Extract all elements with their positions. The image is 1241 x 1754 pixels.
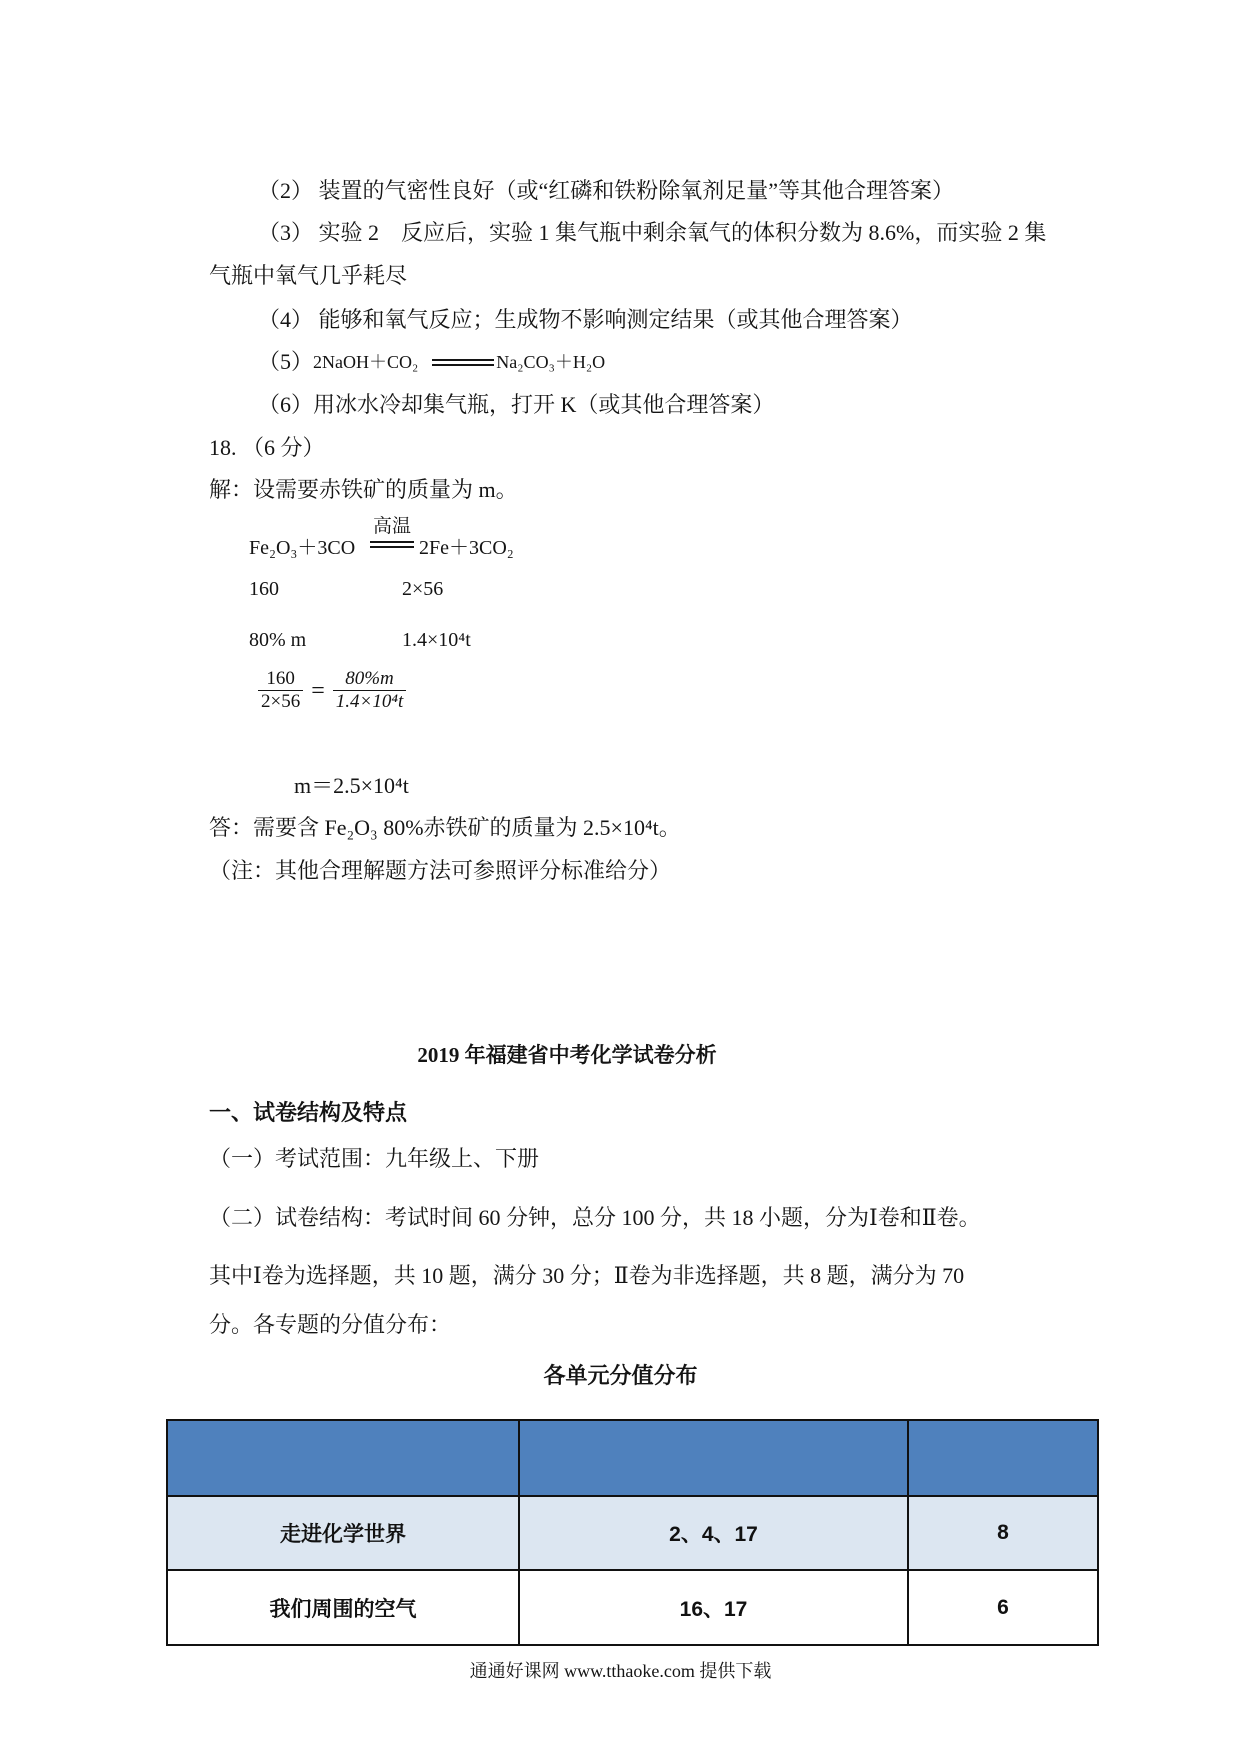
table-caption: 各单元分值分布 <box>543 1363 698 1388</box>
cell-questions: 2、4、17 <box>519 1496 908 1570</box>
item-5-label: （5） <box>258 349 314 374</box>
exam-structure-line-3: 分。各专题的分值分布： <box>209 1312 452 1337</box>
right-numerator: 80%m <box>345 668 394 689</box>
section-heading: 一、试卷结构及特点 <box>209 1100 408 1125</box>
equals-sign: = <box>311 677 325 704</box>
exam-structure-line-2: 其中Ⅰ卷为选择题，共 10 题，满分 30 分；Ⅱ卷为非选择题，共 8 题，满分为 70 <box>209 1263 965 1288</box>
q18-setup: 解：设需要赤铁矿的质量为 m。 <box>209 477 518 502</box>
page-footer: 通通好课网 www.tthaoke.com 提供下载 <box>469 1661 772 1681</box>
q18-ratio-row2-right: 1.4×10⁴t <box>402 629 471 651</box>
q18-note: （注：其他合理解题方法可参照评分标准给分） <box>209 858 672 883</box>
header-cell <box>167 1420 519 1496</box>
header-cell <box>908 1420 1098 1496</box>
q18-proportion <box>256 668 408 713</box>
table-row <box>167 1496 1098 1570</box>
left-numerator: 160 <box>266 668 295 689</box>
analysis-title: 2019 年福建省中考化学试卷分析 <box>417 1043 717 1067</box>
q18-heading: 18. （6 分） <box>209 435 325 460</box>
q17-item-4: （4） 能够和氧气反应；生成物不影响测定结果（或其他合理答案） <box>258 307 913 332</box>
table-row <box>167 1570 1098 1645</box>
q18-answer: 答：需要含 Fe₂O₃ 80%赤铁矿的质量为 2.5×10⁴t。 <box>209 815 681 840</box>
q17-item-6: （6）用冰水冷却集气瓶，打开 K（或其他合理答案） <box>258 392 775 417</box>
q18-result: m＝2.5×10⁴t <box>294 773 409 798</box>
cell-unit: 走进化学世界 <box>167 1496 519 1570</box>
right-fraction <box>331 668 408 713</box>
header-cell <box>519 1420 908 1496</box>
cell-questions: 16、17 <box>519 1570 908 1645</box>
exam-scope: （一）考试范围：九年级上、下册 <box>209 1146 540 1171</box>
item-5-products: Na₂CO₃＋H₂O <box>496 352 606 372</box>
item-5-equals-double-line <box>432 359 494 366</box>
cell-score: 8 <box>908 1496 1098 1570</box>
left-denominator: 2×56 <box>258 690 303 713</box>
right-denominator: 1.4×10⁴t <box>333 690 406 713</box>
table-header-row <box>167 1420 1098 1496</box>
q18-equation-reactants: Fe₂O₃＋3CO <box>249 537 356 559</box>
exam-structure-line-1: （二）试卷结构：考试时间 60 分钟，总分 100 分，共 18 小题，分为Ⅰ卷和Ⅱ卷。 <box>209 1205 981 1230</box>
left-fraction <box>256 668 305 713</box>
cell-score: 6 <box>908 1570 1098 1645</box>
q17-item-3-line-2: 气瓶中氧气几乎耗尽 <box>209 263 408 288</box>
q18-ratio-row1-left: 160 <box>249 578 279 600</box>
q17-item-5 <box>258 347 605 377</box>
cell-unit: 我们周围的空气 <box>167 1570 519 1645</box>
item-5-reactants: 2NaOH＋CO₂ <box>313 352 419 372</box>
q17-item-3-line-1: （3） 实验 2 反应后，实验 1 集气瓶中剩余氧气的体积分数为 8.6%，而实验 2 集 <box>258 220 1047 245</box>
q18-equation-condition: 高温 <box>372 516 411 537</box>
unit-score-table <box>166 1419 1099 1646</box>
q18-ratio-row2-left: 80% m <box>249 629 307 651</box>
q18-equation-double-line <box>370 541 414 548</box>
q18-equation-products: 2Fe＋3CO₂ <box>419 537 514 559</box>
q17-item-2: （2） 装置的气密性良好（或“红磷和铁粉除氧剂足量”等其他合理答案） <box>258 178 955 203</box>
q18-ratio-row1-right: 2×56 <box>402 578 444 600</box>
